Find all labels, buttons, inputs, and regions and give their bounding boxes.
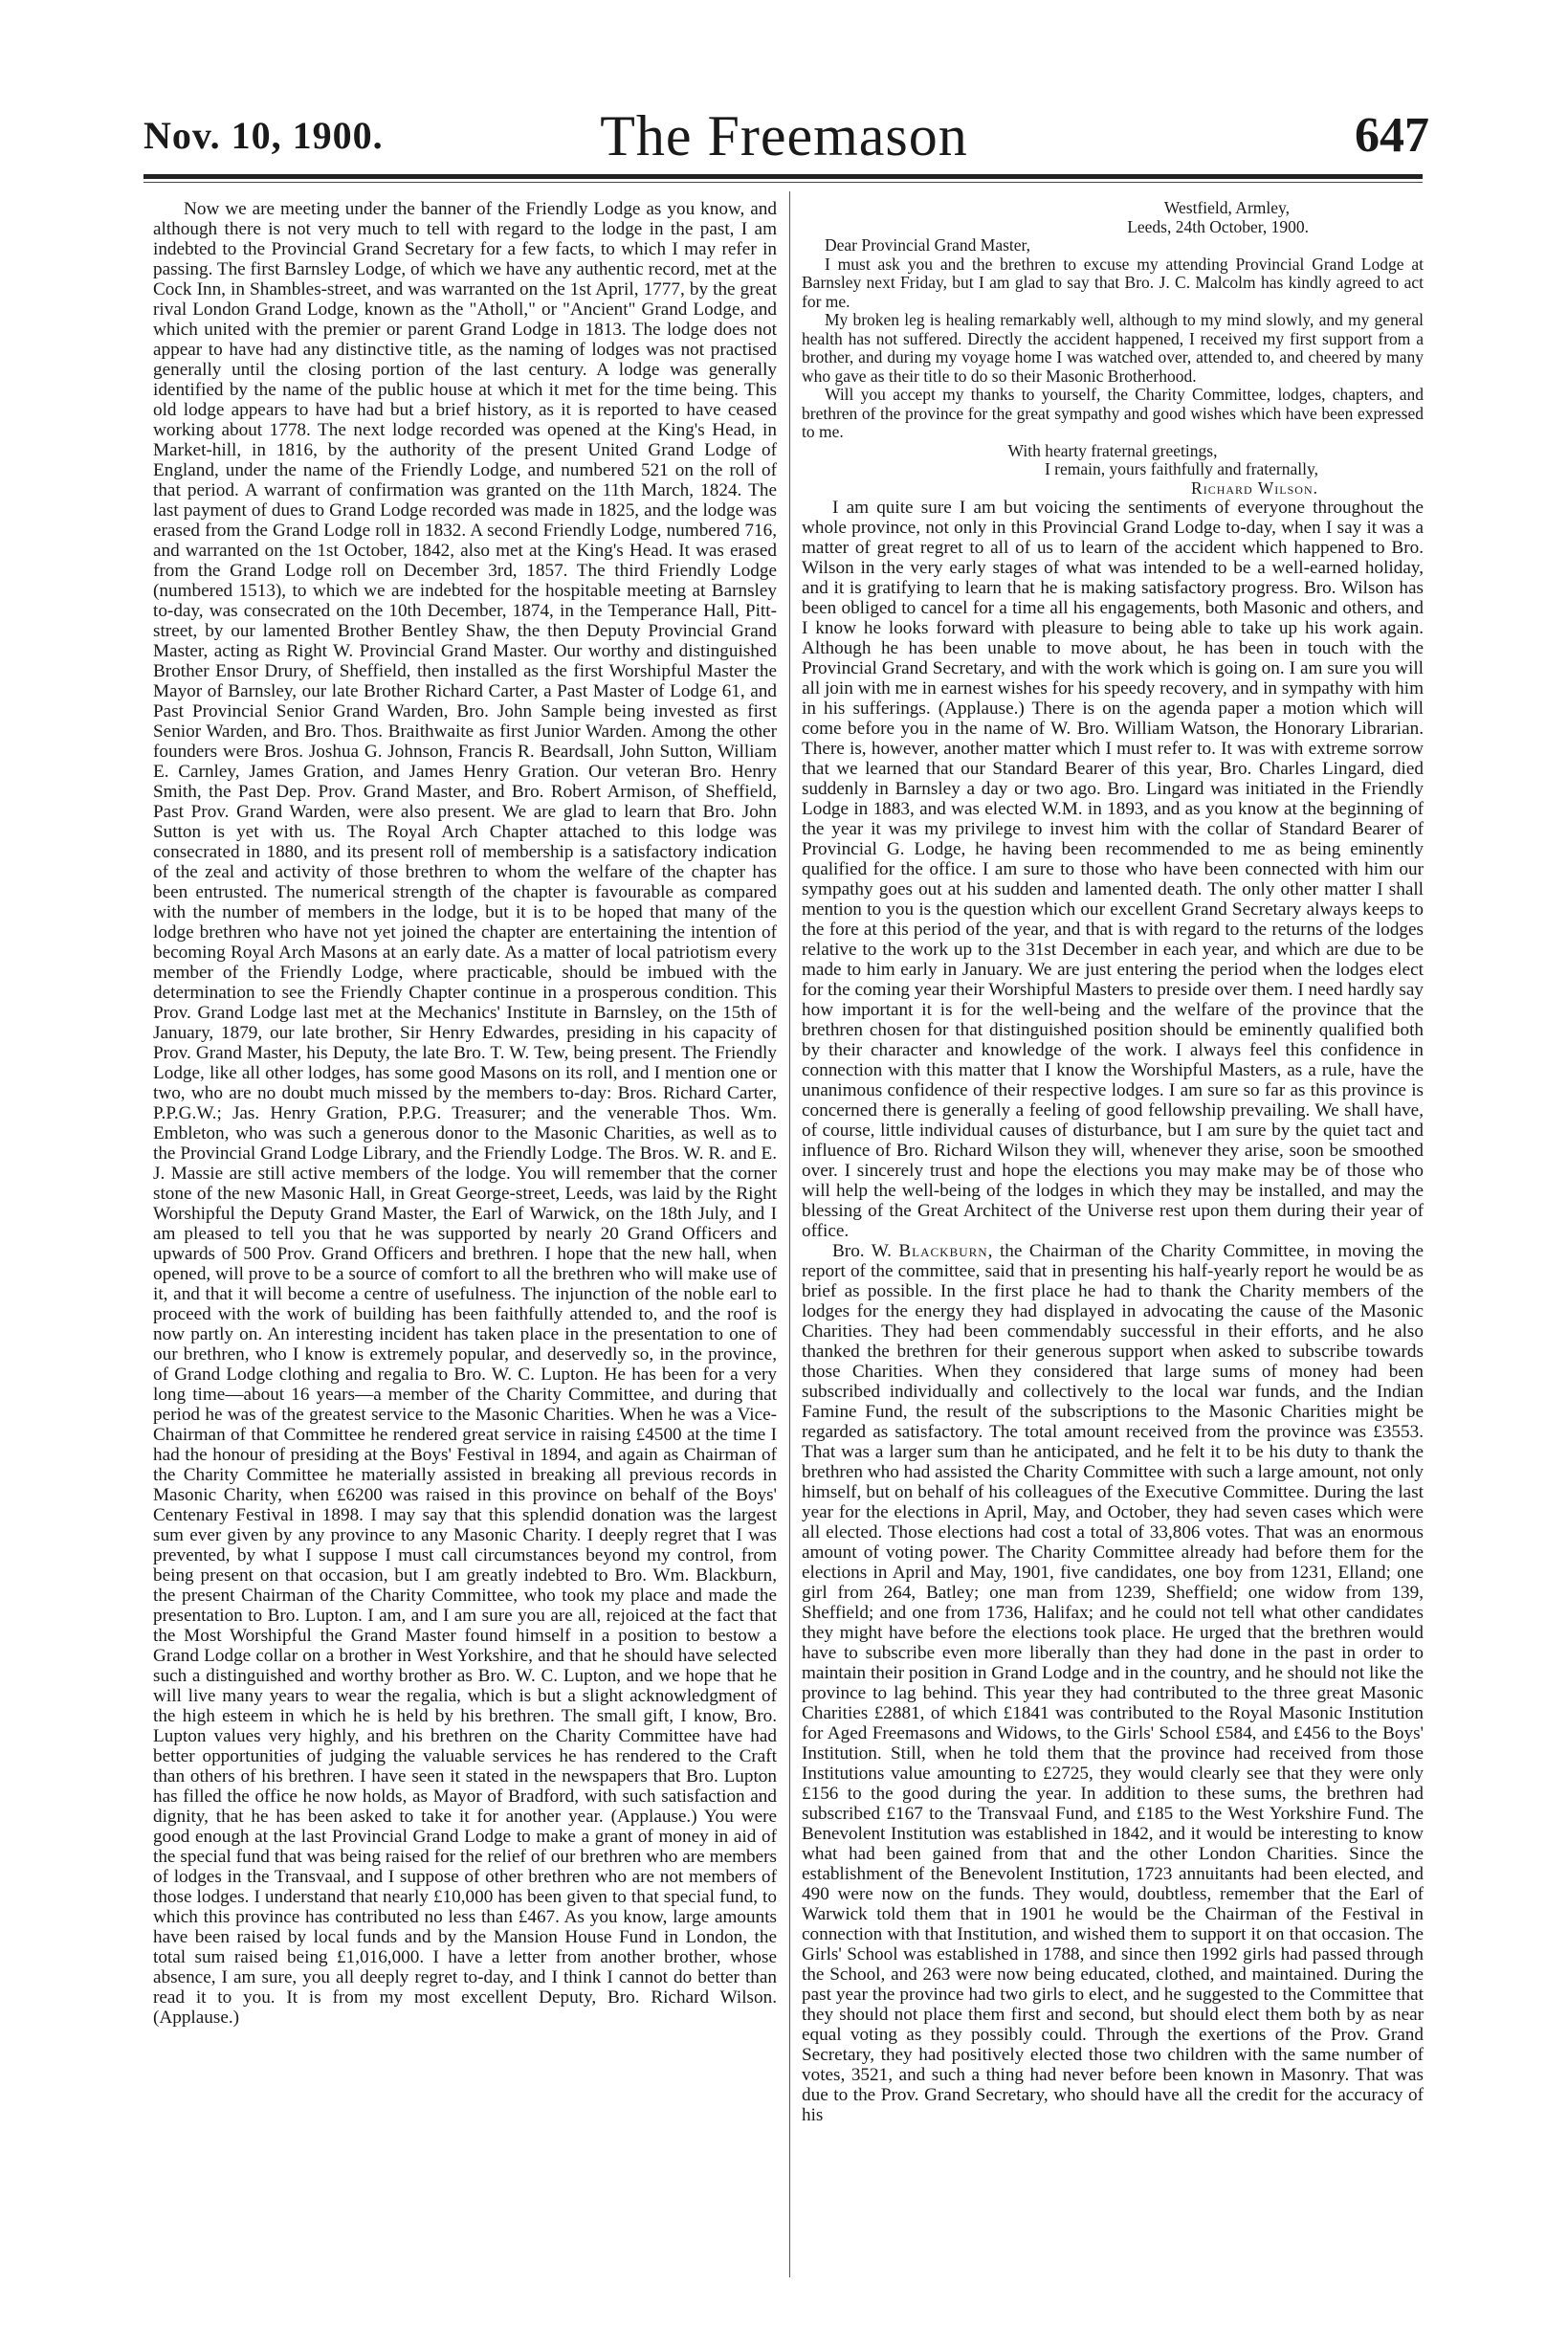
- quoted-letter: [802, 199, 1424, 498]
- column-divider: [789, 191, 790, 2277]
- report-lead: Bro. W.: [832, 1241, 899, 1261]
- right-column: [802, 199, 1424, 2125]
- letter-date: Leeds, 24th October, 1900.: [1127, 216, 1309, 236]
- issue-date: Nov. 10, 1900.: [144, 114, 384, 157]
- letter-paragraph: My broken leg is healing remarkably well, although to my mind slowly, and my general health has not suffered. Directly the accident happened, I received my first support from a brother, and during my voyage home I was watched over, attended to, and cheered by many who gave as their title to do so their Masonic Brotherhood.: [802, 310, 1424, 386]
- letter-closing-remain: I remain, yours faithfully and fraternally,: [1044, 459, 1318, 478]
- left-column: [153, 199, 777, 2028]
- letter-signature: Richard Wilson.: [1191, 477, 1318, 498]
- speaker-name: Blackburn: [898, 1241, 988, 1261]
- report-body: , the Chairman of the Charity Committee, in moving the report of the committee, said that in presenting his half-yearly report he would be as brief as possible. In the first place he had to thank the Charity members of the lodges for the energy they had displayed in advocating the cause of the Masonic Charities. They had been commendably successful in their efforts, and he also thanked the brethren for their generous support when asked to subscribe towards those Charities. When they considered that large sums of money had been subscribed individually and collectively to the local war funds, and the Indian Famine Fund, the result of the subscriptions to the Masonic Charities might be regarded as satisfactory. The total amount received from the province was £3553. That was a larger sum than he anticipated, and he felt it to be his duty to thank the brethren who had assisted the Charity Committee with such a large amount, not only himself, but on behalf of his colleagues of the Executive Committee. During the last year for the elections in April, May, and October, they had seven cases which were all elected. Those elections had cost a total of 33,806 votes. That was an enormous amount of voting power. The Charity Committee already had before them for the elections in April and May, 1901, five candidates, one boy from 1231, Elland; one girl from 264, Batley; one man from 1239, Sheffield; one widow from 139, Sheffield; and one from 1736, Halifax; and he could not tell what other candidates they might have before the elections took place. He urged that the brethren would have to subscribe even more liberally than they had done in the past in order to maintain their position in Grand Lodge and in the country, and he should not like the province to lag behind. This year they had contributed to the three great Masonic Charities £2881, of which £1841 was contributed to the Royal Masonic Institution for Aged Freemasons and Widows, to the Girls' School £584, and £456 to the Boys' Institution. Still, when he told them that the province had received from those Institutions value amounting to £2725, they would clearly see that they were only £156 to the good during the year. In addition to these sums, the brethren had subscribed £167 to the Transvaal Fund, and £185 to the West Yorkshire Fund. The Benevolent Institution was established in 1842, and it would be interesting to know what had been gained from that and the other London Charities. Since the establishment of the Benevolent Institution, 1723 annuitants had been elected, and 490 were now on the funds. They would, doubtless, remember that the Earl of Warwick told them that in 1901 he would be the Chairman of the Festival in connection with that Institution, and wished them to support it on that occasion. The Girls' School was established in 1788, and since then 1992 girls had passed through the School, and 263 were now being educated, clothed, and maintained. During the past year the province had two girls to elect, and he suggested to the Committee that they should not place them first and second, but should elect them both by as near equal voting as they possibly could. Through the exertions of the Prov. Grand Secretary, they had positively elected those two children with the same number of votes, 3521, and such a thing had never before been known in Masonry. That was due to the Prov. Grand Secretary, who should have all the credit for the accuracy of his: [802, 1241, 1424, 2125]
- letter-address: Westfield, Armley,: [1163, 198, 1290, 217]
- page-header: [0, 0, 1568, 196]
- letter-closing: With hearty fraternal greetings,: [1007, 440, 1218, 460]
- header-rule-thin: [144, 182, 1423, 183]
- letter-paragraph: Will you accept my thanks to yourself, the Charity Committee, lodges, chapters, and brethren of the province for the great sympathy and good wishes which have been expressed to me.: [802, 385, 1424, 441]
- masthead-title: The Freemason: [600, 104, 968, 167]
- page-number: 647: [1355, 108, 1429, 163]
- report-paragraph: [802, 1241, 1424, 2125]
- speech-paragraph: I am quite sure I am but voicing the sentiments of everyone throughout the whole province, not only in this Provincial Grand Lodge to-day, when I say it was a matter of great regret to all of us to learn of the accident which happened to Bro. Wilson in the very early stages of what was intended to be a well-earned holiday, and it is gratifying to learn that he is making satisfactory progress. Bro. Wilson has been obliged to cancel for a time all his engagements, both Masonic and others, and I know he looks forward with pleasure to being able to take up his work again. Although he has been unable to move about, he has been in touch with the Provincial Grand Secretary, and with the work which is going on. I am sure you will all join with me in earnest wishes for his speedy recovery, and in sympathy with him in his sufferings. (Applause.) There is on the agenda paper a motion which will come before you in the name of W. Bro. William Watson, the Honorary Librarian. There is, however, another matter which I must refer to. It was with extreme sorrow that we learned that our Standard Bearer of this year, Bro. Charles Lingard, died suddenly in Barnsley a day or two ago. Bro. Lingard was initiated in the Friendly Lodge in 1883, and was elected W.M. in 1893, and as you know at the beginning of the year it was my privilege to invest him with the collar of Standard Bearer of Provincial G. Lodge, he having been recommended to me as being eminently qualified for the office. I am sure to those who have been connected with him our sympathy goes out at his sudden and lamented death. The only other matter I shall mention to you is the question which our excellent Grand Secretary always keeps to the fore at this period of the year, and that is with regard to the returns of the lodges relative to the work up to the 31st December in each year, and which are due to be made to him early in January. We are just entering the period when the lodges elect for the coming year their Worshipful Masters to preside over them. I need hardly say how important it is for the well-being and the welfare of the province that the brethren chosen for that distinguished position should be eminently qualified both by their character and knowledge of the work. I always feel this confidence in connection with this matter that I know the Worshipful Masters, as a rule, have the unanimous confidence of their respective lodges. I am sure so far as this province is concerned there is generally a feeling of good fellowship prevailing. We shall have, of course, little individual causes of disturbance, but I am sure by the quiet tact and influence of Bro. Richard Wilson they will, whenever they arise, soon be smoothed over. I sincerely trust and hope the elections you may make may be of those who will help the well-being of the lodges in which they may be installed, and may the blessing of the Great Architect of the Universe rest upon them during their year of office.: [802, 498, 1424, 1241]
- letter-paragraph: I must ask you and the brethren to excuse my attending Provincial Grand Lodge at Barnsley next Friday, but I am glad to say that Bro. J. C. Malcolm has kindly agreed to act for me.: [802, 254, 1424, 311]
- letter-salutation: Dear Provincial Grand Master,: [825, 235, 1031, 255]
- speech-paragraph: Now we are meeting under the banner of the Friendly Lodge as you know, and although there is not very much to tell with regard to the lodge in the past, I am indebted to the Provincial Grand Secretary for a few facts, to which I may refer in passing. The first Barnsley Lodge, of which we have any authentic record, met at the Cock Inn, in Shambles-street, and was warranted on the 1st April, 1777, by the great rival London Grand Lodge, known as the "Atholl," or "Ancient" Grand Lodge, and which united with the premier or parent Grand Lodge in 1813. The lodge does not appear to have had any distinctive title, as the naming of lodges was not practised generally until the closing portion of the last century. A lodge was generally identified by the name of the public house at which it met for the time being. This old lodge appears to have had but a brief history, as it is reported to have ceased working about 1778. The next lodge recorded was opened at the King's Head, in Market-hill, in 1816, by the authority of the present United Grand Lodge of England, under the name of the Friendly Lodge, and numbered 521 on the roll of that period. A warrant of confirmation was granted on the 11th March, 1824. The last payment of dues to Grand Lodge recorded was made in 1825, and the lodge was erased from the Grand Lodge roll in 1832. A second Friendly Lodge, numbered 716, and warranted on the 1st October, 1842, also met at the King's Head. It was erased from the Grand Lodge roll on December 3rd, 1857. The third Friendly Lodge (numbered 1513), to which we are indebted for the hospitable meeting at Barnsley to-day, was consecrated on the 10th December, 1874, in the Temperance Hall, Pitt-street, by our lamented Brother Bentley Shaw, the then Deputy Provincial Grand Master, acting as Right W. Provincial Grand Master. Our worthy and distinguished Brother Ensor Drury, of Sheffield, then installed as the first Worshipful Master the Mayor of Barnsley, our late Brother Richard Carter, a Past Master of Lodge 61, and Past Provincial Senior Grand Warden, Bro. John Sample being invested as first Senior Warden, and Bro. Thos. Braithwaite as first Junior Warden. Among the other founders were Bros. Joshua G. Johnson, Francis R. Beardsall, John Sutton, William E. Carnley, James Gration, and James Henry Gration. Our veteran Bro. Henry Smith, the Past Dep. Prov. Grand Master, and Bro. Robert Armison, of Sheffield, Past Prov. Grand Warden, were also present. We are glad to learn that Bro. John Sutton is yet with us. The Royal Arch Chapter attached to this lodge was consecrated in 1880, and its present roll of membership is a satisfactory indication of the zeal and activity of those brethren to whom the welfare of the chapter has been entrusted. The numerical strength of the chapter is favourable as compared with the number of members in the lodge, but it is to be hoped that many of the lodge brethren who have not yet joined the chapter are entertaining the intention of becoming Royal Arch Masons at an early date. As a matter of local patriotism every member of the Friendly Lodge, where practicable, should be imbued with the determination to see the Friendly Chapter continue in a prosperous condition. This Prov. Grand Lodge last met at the Mechanics' Institute in Barnsley, on the 15th of January, 1879, our late brother, Sir Henry Edwardes, presiding in his capacity of Prov. Grand Master, his Deputy, the late Bro. T. W. Tew, being present. The Friendly Lodge, like all other lodges, has some good Masons on its roll, and I mention one or two, who are no doubt much missed by the members to-day: Bros. Richard Carter, P.P.G.W.; Jas. Henry Gration, P.P.G. Treasurer; and the venerable Thos. Wm. Embleton, who was such a generous donor to the Masonic Charities, as well as to the Provincial Grand Lodge Library, and the Friendly Lodge. The Bros. W. R. and E. J. Massie are still active members of the lodge. You will remember that the corner stone of the new Masonic Hall, in Great George-street, Leeds, was laid by the Right Worshipful the Deputy Grand Master, the Earl of Warwick, on the 18th July, and I am pleased to tell you that he was supported by nearly 20 Grand Officers and upwards of 500 Prov. Grand Officers and brethren. I hope that the new hall, when opened, will prove to be a source of comfort to all the brethren who will make use of it, and that it will become a centre of usefulness. The injunction of the noble earl to proceed with the work of building has been faithfully attended to, and the roof is now partly on. An interesting incident has taken place in the presentation to one of our brethren, who I know is extremely popular, and deservedly so, in the province, of Grand Lodge clothing and regalia to Bro. W. C. Lupton. He has been for a very long time—about 16 years—a member of the Charity Committee, and during that period he was of the greatest service to the Masonic Charities. When he was a Vice-Chairman of that Committee he rendered great service in raising £4500 at the time I had the honour of presiding at the Boys' Festival in 1894, and again as Chairman of the Charity Committee he materially assisted in breaking all previous records in Masonic Charity, when £6200 was raised in this province on behalf of the Boys' Centenary Festival in 1898. I may say that this splendid donation was the largest sum ever given by any province to any Masonic Charity. I deeply regret that I was prevented, by what I suppose I must call circumstances beyond my control, from being present on that occasion, but I am greatly indebted to Bro. Wm. Blackburn, the present Chairman of the Charity Committee, who took my place and made the presentation to Bro. Lupton. I am, and I am sure you are all, rejoiced at the fact that the Most Worshipful the Grand Master found himself in a position to bestow a Grand Lodge collar on a brother in West Yorkshire, and that he should have selected such a distinguished and worthy brother as Bro. W. C. Lupton, and we hope that he will live many years to wear the regalia, which is but a slight acknowledgment of the high esteem in which he is held by his brethren. The small gift, I know, Bro. Lupton values very highly, and his brethren on the Charity Committee have had better opportunities of judging the valuable services he has rendered to the Craft than others of his brethren. I have seen it stated in the newspapers that Bro. Lupton has filled the office he now holds, as Mayor of Bradford, with such satisfaction and dignity, that he has been asked to take it for another year. (Applause.) You were good enough at the last Provincial Grand Lodge to make a grant of money in aid of the special fund that was being raised for the relief of our brethren who are members of lodges in the Transvaal, and I suppose of other brethren who are not members of those lodges. I understand that nearly £10,000 has been given to that special fund, to which this province has contributed no less than £467. As you know, large amounts have been raised by local funds and by the Mansion House Fund in London, the total sum raised being £1,016,000. I have a letter from another brother, whose absence, I am sure, you all deeply regret to-day, and I think I cannot do better than read it to you. It is from my most excellent Deputy, Bro. Richard Wilson. (Applause.): [153, 199, 777, 2028]
- header-rule-thick: [144, 174, 1423, 179]
